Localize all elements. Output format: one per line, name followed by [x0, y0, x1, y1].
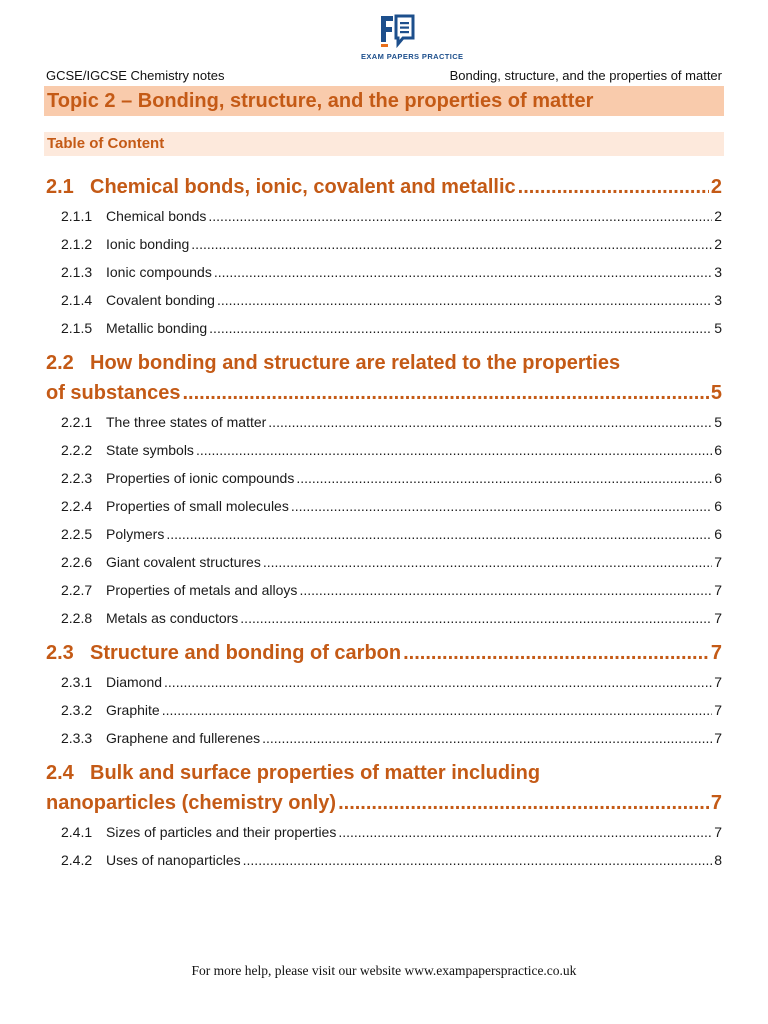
dot-leader	[296, 464, 712, 492]
item-number: 2.2.1	[61, 414, 93, 430]
item-number: 2.4.2	[61, 852, 93, 868]
section-title-line2: of substances	[46, 382, 181, 404]
toc-section-2-1[interactable]	[46, 172, 722, 202]
toc-item-2-4-1[interactable]	[46, 818, 722, 846]
page-number: 7	[714, 554, 722, 570]
dot-leader	[191, 230, 712, 258]
section-title-line2: nanoparticles (chemistry only)	[46, 792, 337, 814]
dot-leader	[166, 520, 712, 548]
toc-section-2-4-line1[interactable]	[46, 758, 722, 788]
item-title: Metallic bonding	[106, 320, 208, 336]
item-title: Properties of metals and alloys	[106, 582, 298, 598]
toc-item-2-2-8[interactable]	[46, 604, 722, 632]
page-number: 8	[714, 852, 722, 868]
dot-leader	[403, 638, 709, 668]
page-number: 3	[714, 264, 722, 280]
page-number: 5	[714, 320, 722, 336]
page-number: 7	[714, 610, 722, 626]
toc-section-2-3[interactable]	[46, 638, 722, 668]
dot-leader	[338, 818, 712, 846]
toc-item-2-2-2[interactable]	[46, 436, 722, 464]
page-header	[46, 68, 722, 83]
section-title-line1: Bulk and surface properties of matter including	[90, 762, 541, 784]
toc-item-2-1-5[interactable]	[46, 314, 722, 342]
toc-item-2-4-2[interactable]	[46, 846, 722, 874]
item-number: 2.1.4	[61, 292, 93, 308]
item-number: 2.2.2	[61, 442, 93, 458]
item-title: Chemical bonds	[106, 208, 207, 224]
toc-item-2-2-6[interactable]	[46, 548, 722, 576]
dot-leader	[217, 286, 712, 314]
dot-leader	[518, 172, 709, 202]
toc-item-2-3-3[interactable]	[46, 724, 722, 752]
item-number: 2.2.6	[61, 554, 93, 570]
item-title: Graphite	[106, 702, 160, 718]
section-title-line1: How bonding and structure are related to the properties	[90, 352, 621, 374]
page-number: 6	[714, 498, 722, 514]
logo-text: EXAM PAPERS PRACTICE	[361, 52, 464, 61]
section-number: 2.4	[46, 762, 74, 784]
dot-leader	[208, 202, 712, 230]
item-title: Sizes of particles and their properties	[106, 824, 337, 840]
page-number: 2	[714, 236, 722, 252]
dot-leader	[240, 604, 712, 632]
item-title: Giant covalent structures	[106, 554, 261, 570]
dot-leader	[291, 492, 712, 520]
dot-leader	[209, 314, 712, 342]
item-title: State symbols	[106, 442, 194, 458]
toc-item-2-2-5[interactable]	[46, 520, 722, 548]
page-number: 3	[714, 292, 722, 308]
item-title: The three states of matter	[106, 414, 267, 430]
item-title: Properties of small molecules	[106, 498, 289, 514]
toc-item-2-2-1[interactable]	[46, 408, 722, 436]
section-title: Structure and bonding of carbon	[90, 642, 402, 664]
header-right: Bonding, structure, and the properties of matter	[449, 68, 722, 83]
toc-section-2-2-line1[interactable]	[46, 348, 722, 378]
item-title: Ionic bonding	[106, 236, 190, 252]
item-number: 2.3.1	[61, 674, 93, 690]
item-title: Uses of nanoparticles	[106, 852, 241, 868]
section-number: 2.2	[46, 352, 74, 374]
page-number: 7	[714, 674, 722, 690]
page-number: 7	[714, 702, 722, 718]
toc-item-2-1-1[interactable]	[46, 202, 722, 230]
dot-leader	[182, 378, 708, 408]
dot-leader	[196, 436, 712, 464]
dot-leader	[262, 724, 712, 752]
page-number: 6	[714, 526, 722, 542]
item-title: Graphene and fullerenes	[106, 730, 261, 746]
dot-leader	[263, 548, 712, 576]
logo	[361, 12, 464, 61]
item-title: Polymers	[106, 526, 165, 542]
item-number: 2.2.5	[61, 526, 93, 542]
item-title: Ionic compounds	[106, 264, 212, 280]
item-number: 2.3.3	[61, 730, 93, 746]
dot-leader	[338, 788, 709, 818]
logo-icon	[377, 12, 417, 50]
item-number: 2.1.5	[61, 320, 93, 336]
toc-item-2-2-7[interactable]	[46, 576, 722, 604]
dot-leader	[162, 696, 713, 724]
dot-leader	[268, 408, 712, 436]
toc-item-2-2-3[interactable]	[46, 464, 722, 492]
page-number: 6	[714, 442, 722, 458]
dot-leader	[243, 846, 713, 874]
item-number: 2.4.1	[61, 824, 93, 840]
item-title: Covalent bonding	[106, 292, 215, 308]
item-number: 2.2.4	[61, 498, 93, 514]
toc-item-2-3-2[interactable]	[46, 696, 722, 724]
toc-item-2-1-4[interactable]	[46, 286, 722, 314]
section-title: Chemical bonds, ionic, covalent and metallic	[90, 176, 516, 198]
dot-leader	[299, 576, 712, 604]
toc-item-2-2-4[interactable]	[46, 492, 722, 520]
page-number: 7	[714, 824, 722, 840]
item-number: 2.1.2	[61, 236, 93, 252]
page-number: 7	[714, 730, 722, 746]
topic-title: Topic 2 – Bonding, structure, and the properties of matter	[44, 86, 724, 116]
page-number: 6	[714, 470, 722, 486]
item-number: 2.1.3	[61, 264, 93, 280]
page-number: 5	[710, 382, 722, 404]
item-number: 2.2.8	[61, 610, 93, 626]
item-title: Diamond	[106, 674, 163, 690]
item-number: 2.2.3	[61, 470, 93, 486]
toc-section-2-2-line2[interactable]	[46, 378, 722, 408]
table-of-contents	[46, 168, 722, 874]
section-number: 2.1	[46, 176, 74, 198]
page-number: 7	[714, 582, 722, 598]
toc-item-2-1-2[interactable]	[46, 230, 722, 258]
page-number: 7	[710, 642, 722, 664]
item-number: 2.3.2	[61, 702, 93, 718]
item-title: Metals as conductors	[106, 610, 239, 626]
item-number: 2.2.7	[61, 582, 93, 598]
toc-item-2-3-1[interactable]	[46, 668, 722, 696]
toc-section-2-4-line2[interactable]	[46, 788, 722, 818]
page-number: 2	[710, 176, 722, 198]
page-number: 7	[710, 792, 722, 814]
item-title: Properties of ionic compounds	[106, 470, 295, 486]
header-left: GCSE/IGCSE Chemistry notes	[46, 68, 225, 83]
page-footer: For more help, please visit our website www.exampaperspractice.co.uk	[191, 963, 577, 978]
page-number: 5	[714, 414, 722, 430]
toc-item-2-1-3[interactable]	[46, 258, 722, 286]
section-number: 2.3	[46, 642, 74, 664]
toc-heading: Table of Content	[44, 132, 724, 156]
page-number: 2	[714, 208, 722, 224]
dot-leader	[164, 668, 712, 696]
dot-leader	[214, 258, 712, 286]
item-number: 2.1.1	[61, 208, 93, 224]
